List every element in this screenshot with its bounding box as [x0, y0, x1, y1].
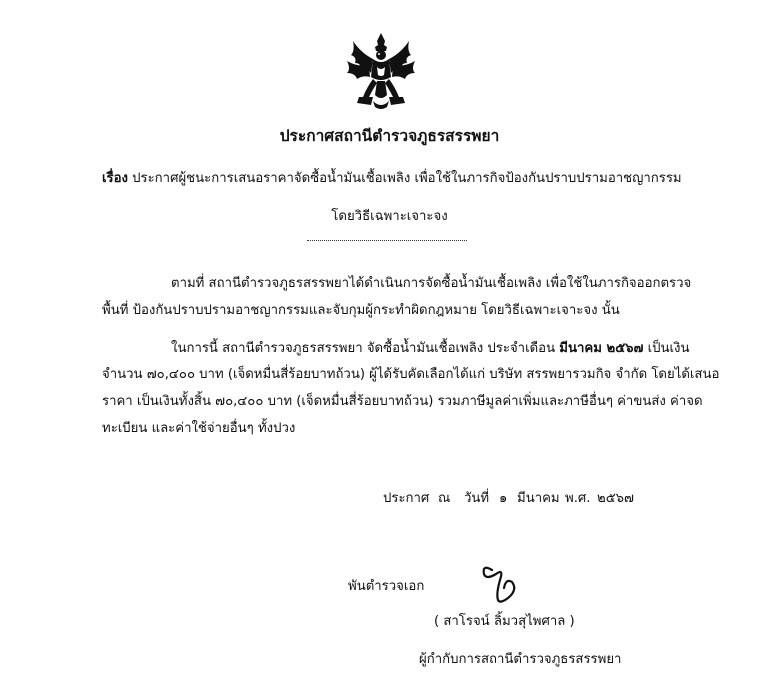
announce-label: ประกาศ — [383, 491, 430, 506]
procurement-method: โดยวิธีเฉพาะเจาะจง — [331, 209, 448, 224]
subject-line — [102, 167, 682, 188]
garuda-emblem-icon — [343, 31, 419, 111]
announce-year: ๒๕๖๗ — [597, 491, 634, 506]
signer-rank: พันตำรวจเอก — [348, 579, 425, 594]
signer-name: ( สาโรจน์ ลิ้มวสุไพศาล ) — [434, 614, 575, 629]
signer-position: ผู้กำกับการสถานีตำรวจภูธรสรรพยา — [419, 652, 622, 667]
page-title: ประกาศสถานีตำรวจภูธรสรรพยา — [279, 127, 500, 145]
subject-label: เรื่อง — [102, 171, 128, 186]
announce-day: ๑ — [499, 491, 508, 506]
announce-at: ณ — [438, 491, 451, 506]
handwritten-signature — [478, 560, 528, 604]
subject-text: ประกาศผู้ชนะการเสนอราคาจัดซื้อน้ำมันเชื้อเพลิง เพื่อใช้ในภารกิจป้องกันปราบปรามอาชญากรรม — [127, 171, 682, 186]
announce-day-label: วันที่ — [464, 491, 490, 506]
announce-era: พ.ศ. — [565, 491, 591, 506]
dotted-divider — [307, 240, 467, 241]
announce-month: มีนาคม — [517, 491, 560, 506]
month-highlight: มีนาคม ๒๕๖๗ — [559, 341, 644, 356]
